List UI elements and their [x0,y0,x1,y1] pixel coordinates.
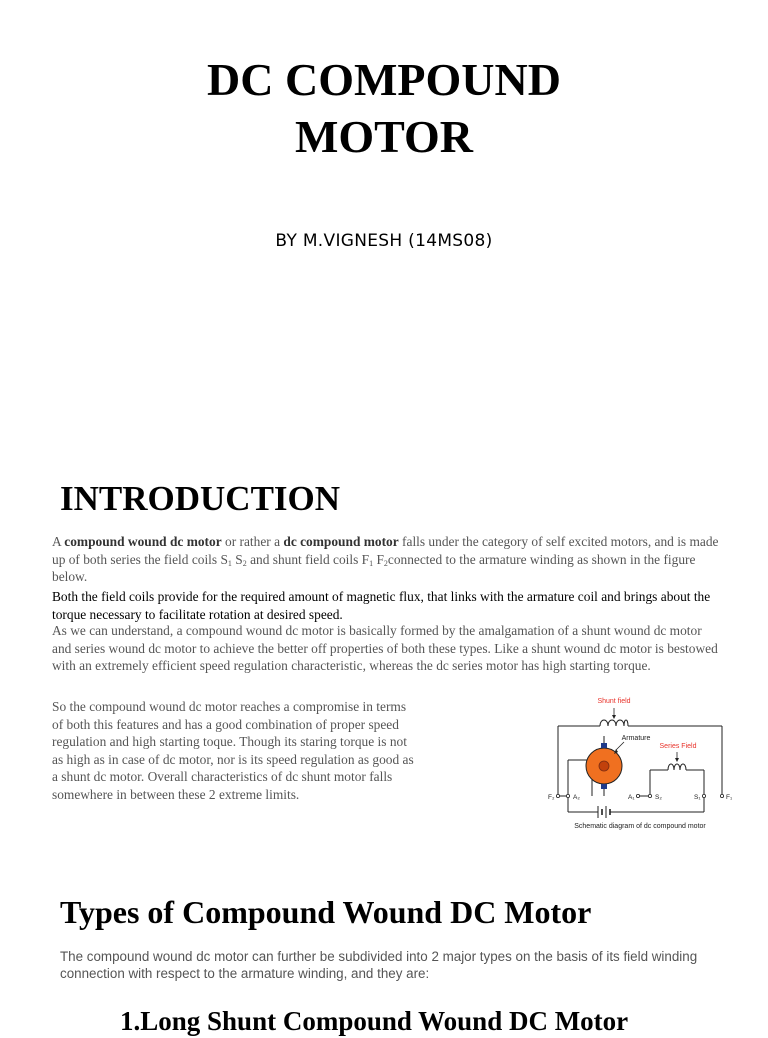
bold-term-compound-wound: compound wound dc motor [64,534,222,549]
compound-motor-schematic [540,690,740,838]
terminal-a2-label: A₂ [573,794,580,801]
intro-paragraph-4: So the compound wound dc motor reaches a compromise in terms of both this features and has a good combination of proper speed regulation and high starting toque. Though its staring torque is not as high as in case of dc motor, nor is its speed regulation as good as a shunt dc motor. Overall characteristics of dc shunt motor falls somewhere in between these 2 extreme limits. [52,699,414,802]
terminal-f1-label: F₁ [726,794,733,801]
terminal-a1-label: A₁ [628,794,635,801]
document-title-line-1: DC COMPOUND [207,54,561,105]
long-shunt-subheading: 1.Long Shunt Compound Wound DC Motor [120,1006,629,1036]
intro-paragraph-2: Both the field coils provide for the required amount of magnetic flux, that links with the armature coil and brings about the torque necessary to facilitate rotation at desired speed. [52,589,711,622]
shunt-field-label: Shunt field [597,698,631,705]
terminal-s1-label: S₁ [694,794,701,801]
terminal-f2-label: F₂ [548,794,555,801]
series-field-coil-icon [668,764,686,770]
author-byline: BY M.VIGNESH (14MS08) [275,231,493,251]
series-field-label: Series Field [659,743,697,750]
introduction-heading: INTRODUCTION [60,479,341,518]
types-heading: Types of Compound Wound DC Motor [60,894,592,930]
diagram-caption: Schematic diagram of dc compound motor [574,823,706,830]
intro-paragraph-3: As we can understand, a compound wound dc motor is basically formed by the amalgamation of a shunt wound dc motor and series wound dc motor to achieve the better off properties of both these types. Like a shunt wound dc motor is bestowed with an extremely efficient speed regulation characteristic, whereas the dc series motor has high starting torque. [52,623,718,673]
bold-term-dc-compound: dc compound motor [283,534,399,549]
battery-icon [598,806,610,818]
armature-label: Armature [621,735,651,742]
terminal-s2-label: S₂ [655,794,662,801]
shunt-field-coil-icon [600,720,628,726]
document-title-line-2: MOTOR [294,111,474,162]
intro-paragraph-1: A compound wound dc motor or rather a dc compound motor falls under the category of self excited motors, and is made up of both series the field coils $S_1$ $S_2$ and shunt field coils $F_1$ $F_2connected$ to the armature winding as shown in the figure below. [52,534,719,584]
types-paragraph: The compound wound dc motor can further be subdivided into 2 major types on the basis of its field winding connection with respect to the armature winding, and they are: [60,949,698,981]
